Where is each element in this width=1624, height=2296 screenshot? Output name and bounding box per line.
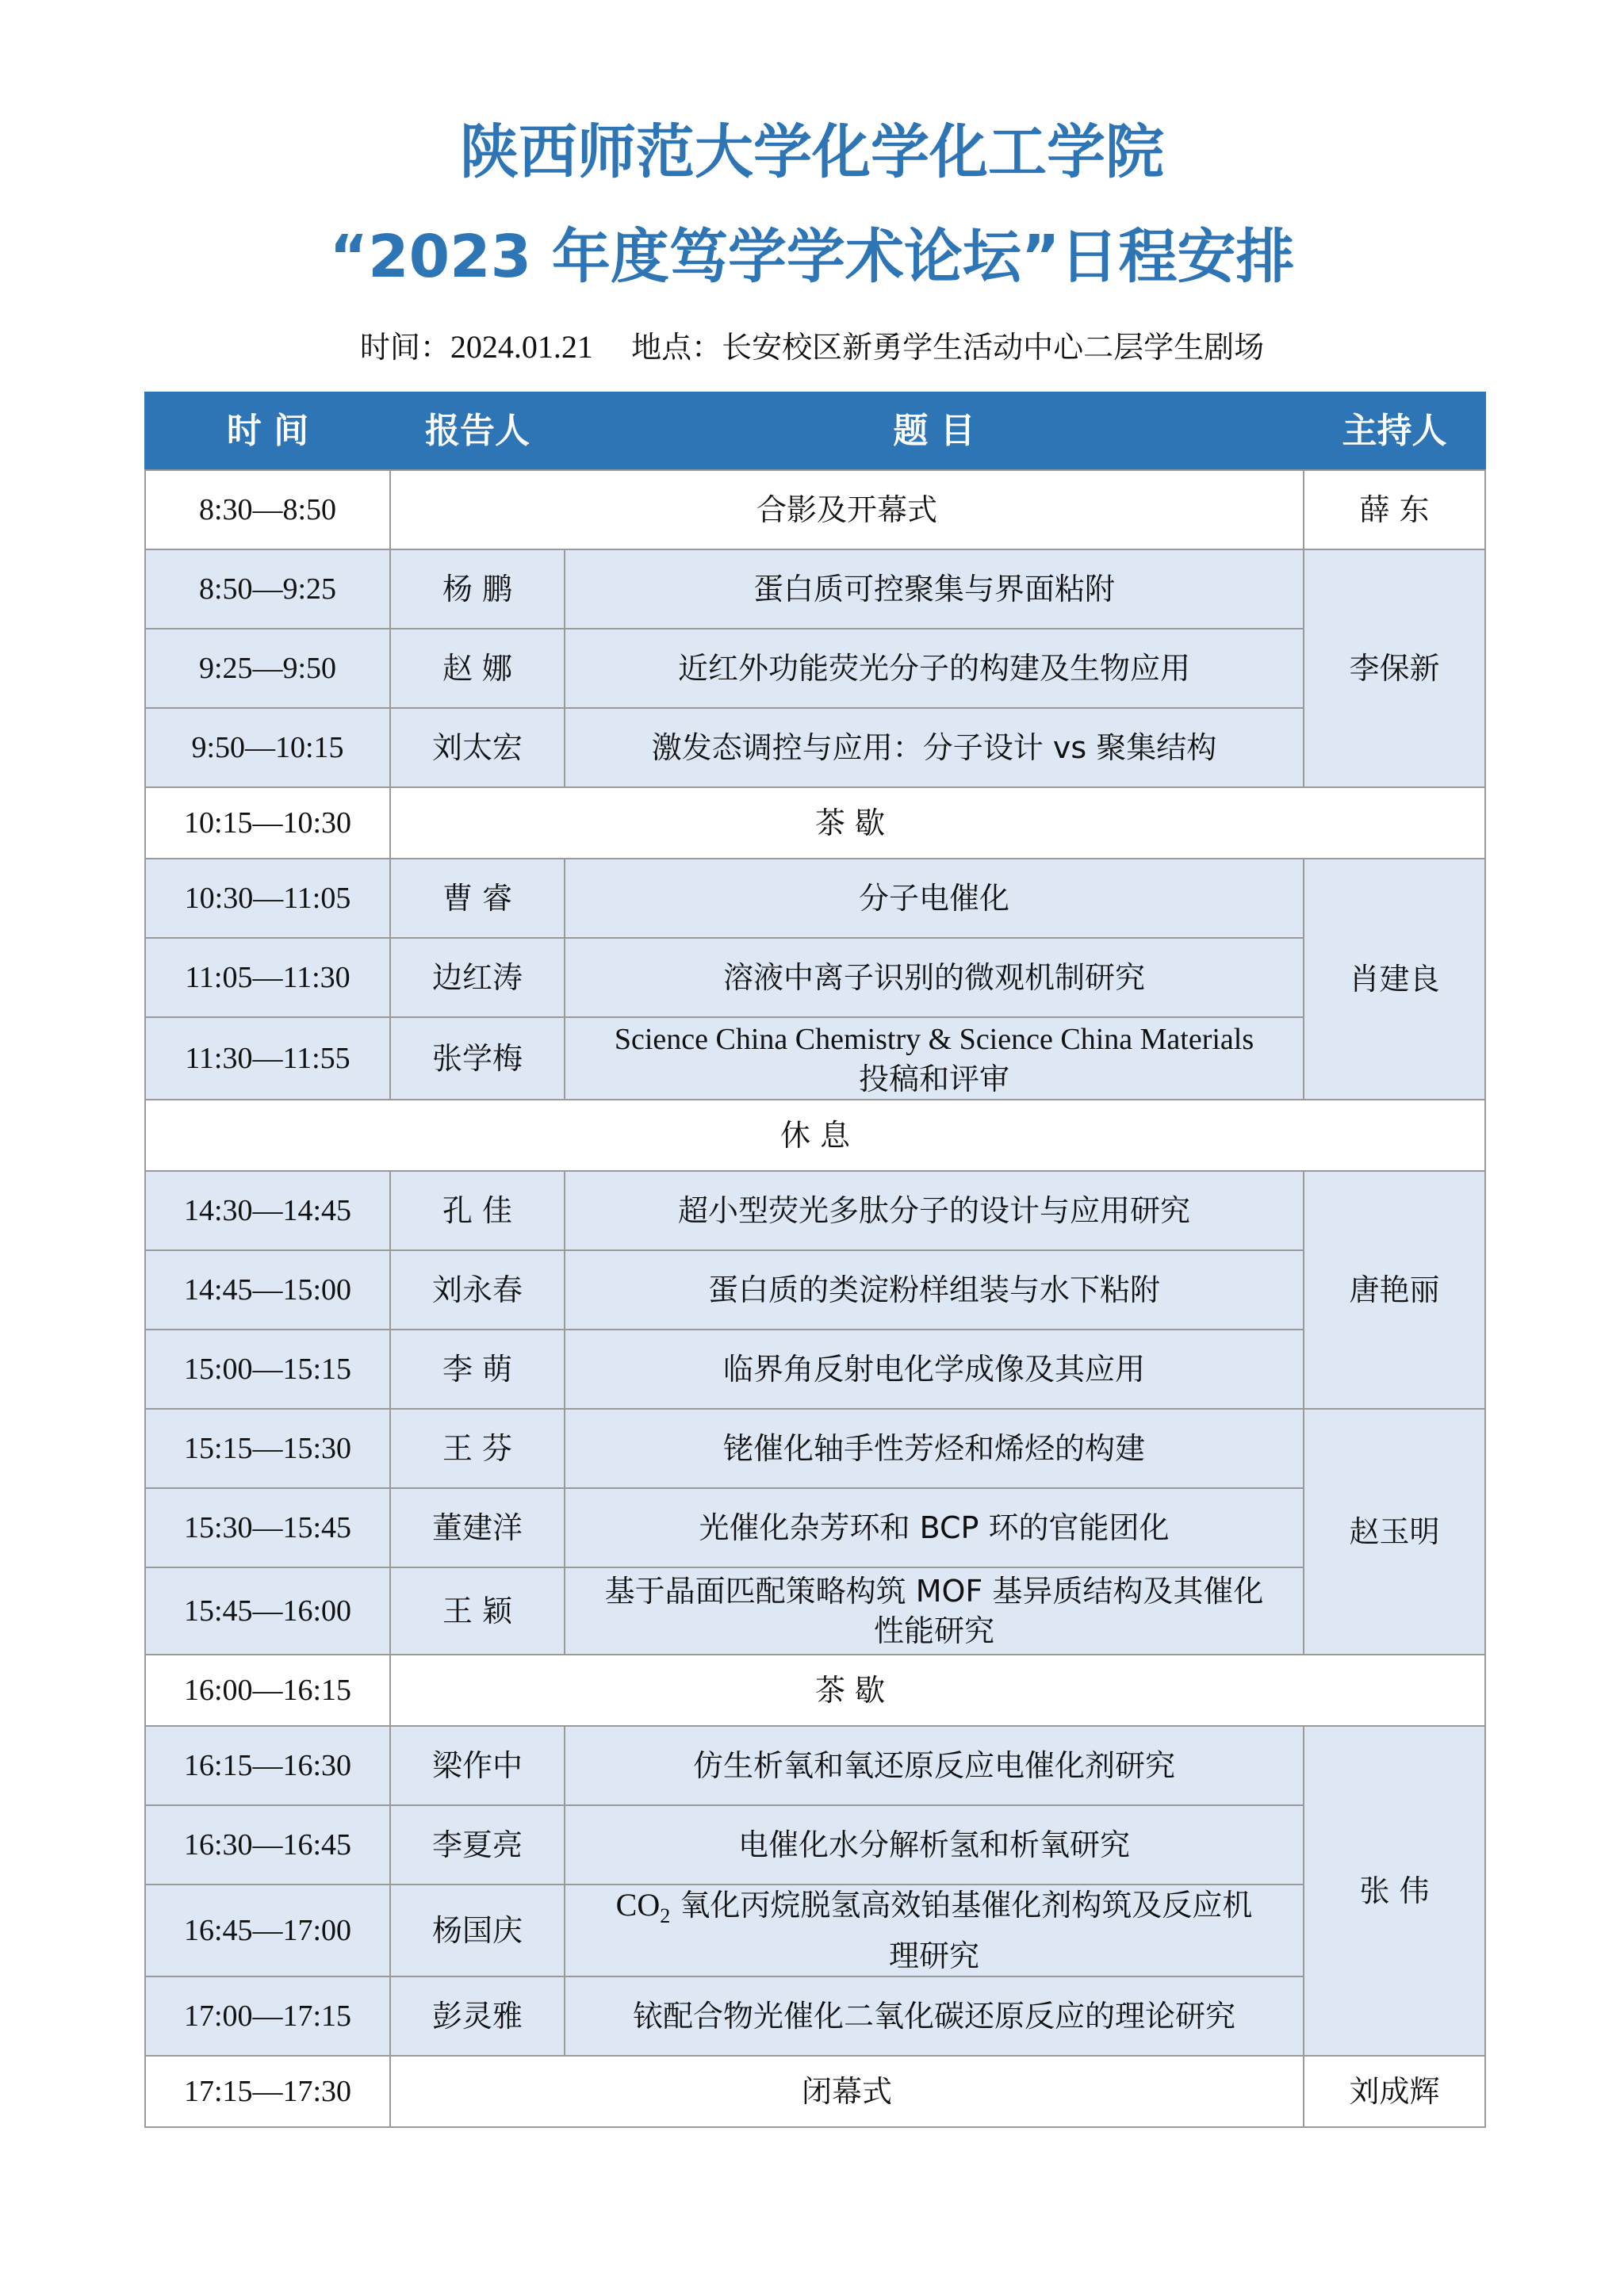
row-topic: 光催化杂芳环和 BCP 环的官能团化 <box>565 1488 1304 1567</box>
row-event: 合影及开幕式 <box>390 470 1304 549</box>
row-speaker: 赵 娜 <box>390 629 565 708</box>
header-speaker: 报告人 <box>390 392 565 470</box>
table-row <box>145 859 1485 938</box>
topic-line-1: 基于晶面匹配策略构筑 MOF 基异质结构及其催化 <box>604 1574 1264 1609</box>
table-row <box>145 1330 1485 1409</box>
table-header <box>145 392 1485 470</box>
row-event: 休 息 <box>145 1100 1485 1171</box>
table-row <box>145 470 1485 549</box>
row-speaker: 王 颖 <box>390 1567 565 1655</box>
row-topic: 溶液中离子识别的微观机制研究 <box>565 938 1304 1017</box>
topic-line-2: 理研究 <box>888 1938 979 1973</box>
row-event: 闭幕式 <box>390 2056 1304 2127</box>
row-time: 8:30—8:50 <box>145 470 390 549</box>
row-topic <box>565 1885 1304 1976</box>
row-host: 肖建良 <box>1304 859 1485 1100</box>
schedule-table <box>144 392 1486 2128</box>
row-speaker: 张学梅 <box>390 1017 565 1100</box>
table-row <box>145 1726 1485 1805</box>
row-topic: 分子电催化 <box>565 859 1304 938</box>
time-label: 时间： <box>359 330 450 365</box>
row-event: 茶 歇 <box>390 787 1485 859</box>
row-time: 8:50—9:25 <box>145 549 390 629</box>
row-topic: 蛋白质的类淀粉样组装与水下粘附 <box>565 1250 1304 1330</box>
row-time: 9:50—10:15 <box>145 708 390 787</box>
row-time: 16:45—17:00 <box>145 1885 390 1976</box>
row-speaker: 刘太宏 <box>390 708 565 787</box>
row-topic: 铱配合物光催化二氧化碳还原反应的理论研究 <box>565 1976 1304 2056</box>
table-row <box>145 787 1485 859</box>
table-row <box>145 1100 1485 1171</box>
table-row <box>145 1017 1485 1100</box>
topic-line-1: 氧化丙烷脱氢高效铂基催化剂构筑及反应机 <box>670 1888 1253 1923</box>
row-time: 17:00—17:15 <box>145 1976 390 2056</box>
table-row <box>145 1488 1485 1567</box>
table-row <box>145 629 1485 708</box>
row-host: 唐艳丽 <box>1304 1171 1485 1409</box>
row-host: 刘成辉 <box>1304 2056 1485 2127</box>
row-time: 17:15—17:30 <box>145 2056 390 2127</box>
row-time: 14:30—14:45 <box>145 1171 390 1250</box>
table-row <box>145 1885 1485 1976</box>
row-speaker: 边红涛 <box>390 938 565 1017</box>
row-topic: 蛋白质可控聚集与界面粘附 <box>565 549 1304 629</box>
row-topic: 近红外功能荧光分子的构建及生物应用 <box>565 629 1304 708</box>
table-row <box>145 1567 1485 1655</box>
row-time: 9:25—9:50 <box>145 629 390 708</box>
page-subtitle: “2023 年度笃学学术论坛”日程安排 <box>329 223 1295 291</box>
row-host: 李保新 <box>1304 549 1485 787</box>
table-row <box>145 1171 1485 1250</box>
row-speaker: 董建洋 <box>390 1488 565 1567</box>
row-time: 16:15—16:30 <box>145 1726 390 1805</box>
co2-formula: $CO_2$ <box>615 1887 671 1927</box>
row-host: 薛 东 <box>1304 470 1485 549</box>
table-row <box>145 2056 1485 2127</box>
row-speaker: 梁作中 <box>390 1726 565 1805</box>
row-topic: 临界角反射电化学成像及其应用 <box>565 1330 1304 1409</box>
row-time: 11:30—11:55 <box>145 1017 390 1100</box>
row-topic <box>565 1017 1304 1100</box>
row-time: 11:05—11:30 <box>145 938 390 1017</box>
row-event: 茶 歇 <box>390 1655 1485 1726</box>
topic-line-2: 投稿和评审 <box>858 1061 1009 1096</box>
row-time: 14:45—15:00 <box>145 1250 390 1330</box>
row-time: 16:30—16:45 <box>145 1805 390 1885</box>
table-row <box>145 938 1485 1017</box>
topic-line-1: Science China Chemistry & Science China Materials <box>614 1022 1254 1056</box>
row-topic: 仿生析氧和氧还原反应电催化剂研究 <box>565 1726 1304 1805</box>
row-topic: 激发态调控与应用：分子设计 vs 聚集结构 <box>565 708 1304 787</box>
row-time: 10:15—10:30 <box>145 787 390 859</box>
row-time: 15:15—15:30 <box>145 1409 390 1488</box>
row-host: 张 伟 <box>1304 1726 1485 2056</box>
event-meta <box>0 325 1624 369</box>
header-topic: 题 目 <box>565 392 1304 470</box>
row-topic: 铑催化轴手性芳烃和烯烃的构建 <box>565 1409 1304 1488</box>
table-row <box>145 708 1485 787</box>
table-row <box>145 1655 1485 1726</box>
table-row <box>145 1976 1485 2056</box>
row-speaker: 彭灵雅 <box>390 1976 565 2056</box>
row-topic: 电催化水分解析氢和析氧研究 <box>565 1805 1304 1885</box>
time-value: 2024.01.21 <box>450 329 593 365</box>
row-speaker: 孔 佳 <box>390 1171 565 1250</box>
row-speaker: 曹 睿 <box>390 859 565 938</box>
row-topic: 超小型荧光多肽分子的设计与应用研究 <box>565 1171 1304 1250</box>
row-time: 10:30—11:05 <box>145 859 390 938</box>
table-row <box>145 549 1485 629</box>
header-time: 时 间 <box>145 392 390 470</box>
row-time: 15:00—15:15 <box>145 1330 390 1409</box>
topic-line-2: 性能研究 <box>873 1613 994 1648</box>
row-topic <box>565 1567 1304 1655</box>
header-host: 主持人 <box>1304 392 1485 470</box>
row-speaker: 李 萌 <box>390 1330 565 1409</box>
table-row <box>145 1409 1485 1488</box>
table-row <box>145 1805 1485 1885</box>
place-label: 地点： <box>631 330 722 365</box>
place-value: 长安校区新勇学生活动中心二层学生剧场 <box>722 330 1265 365</box>
row-time: 16:00—16:15 <box>145 1655 390 1726</box>
page-title: 陕西师范大学化学化工学院 <box>460 118 1164 186</box>
row-speaker: 王 芬 <box>390 1409 565 1488</box>
table-row <box>145 1250 1485 1330</box>
row-speaker: 刘永春 <box>390 1250 565 1330</box>
row-time: 15:45—16:00 <box>145 1567 390 1655</box>
row-host: 赵玉明 <box>1304 1409 1485 1655</box>
row-speaker: 杨国庆 <box>390 1885 565 1976</box>
row-speaker: 李夏亮 <box>390 1805 565 1885</box>
row-speaker: 杨 鹏 <box>390 549 565 629</box>
row-time: 15:30—15:45 <box>145 1488 390 1567</box>
